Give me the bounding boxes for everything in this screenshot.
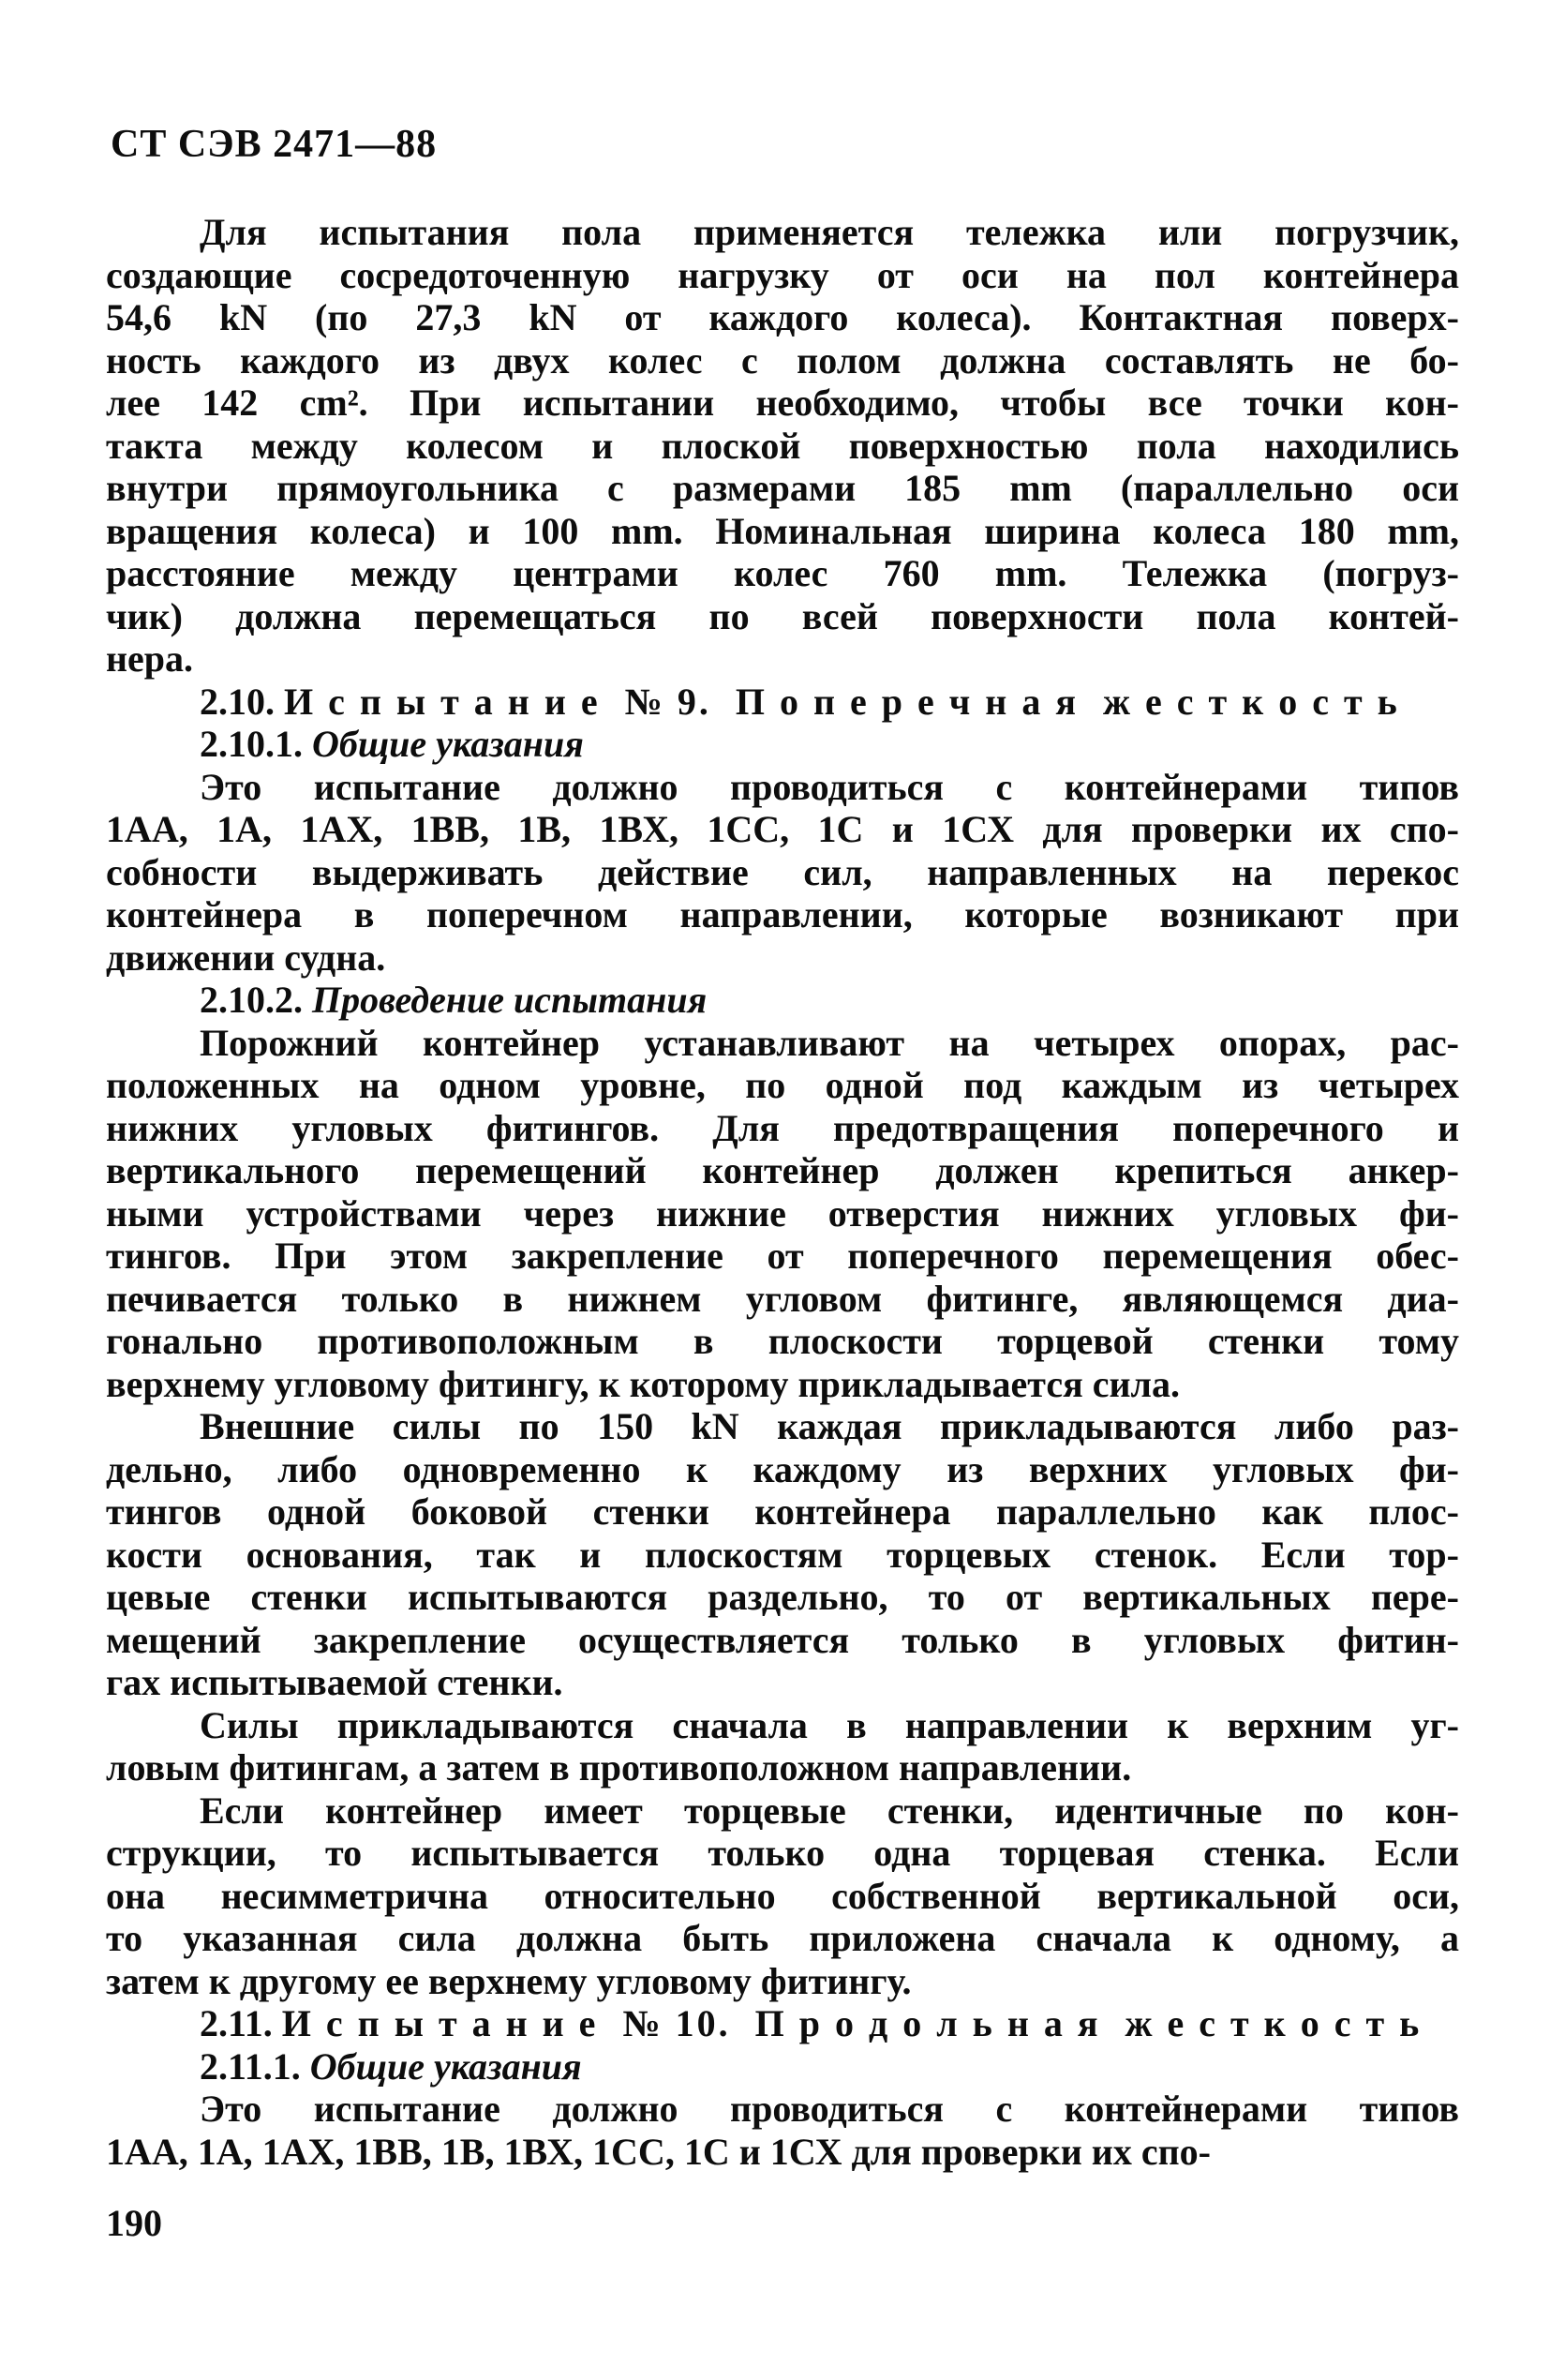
heading-number: 2.10.1. <box>200 723 303 765</box>
text-line: лее 142 cm². При испытании необходимо, чтобы все точки кон- <box>106 382 1459 424</box>
text-line: гах испытываемой стенки. <box>106 1661 563 1703</box>
text-line: собности выдерживать действие сил, направленных на перекос <box>106 850 1459 893</box>
standard-number-header: СТ СЭВ 2471—88 <box>111 123 438 166</box>
heading-title: И с п ы т а н и е № 9. П о п е р е ч н а я ж е с т к о с т ь <box>284 680 1400 723</box>
document-content <box>106 211 1459 2173</box>
text-line: 54,6 kN (по 27,3 kN от каждого колеса). Контактная поверх- <box>106 296 1459 338</box>
subsection-heading <box>106 2045 1459 2088</box>
text-line: ловым фитингам, а затем в противоположном направлении. <box>106 1746 1132 1789</box>
paragraph <box>106 1022 1459 1406</box>
text-line: ными устройствами через нижние отверстия нижних угловых фи- <box>106 1191 1459 1235</box>
heading-number: 2.10.2. <box>200 979 303 1021</box>
paragraph <box>106 211 1459 681</box>
text-line: она несимметрична относительно собственной вертикальной оси, <box>106 1874 1459 1917</box>
paragraph <box>106 1704 1459 1789</box>
text-line: 1АА, 1А, 1АХ, 1ВВ, 1В, 1ВХ, 1СС, 1С и 1СХ для проверки их спо- <box>106 808 1459 850</box>
heading-number: 2.11. <box>200 2002 273 2044</box>
heading-title: Общие указания <box>312 723 584 765</box>
heading-number: 2.10. <box>200 680 275 723</box>
text-line: 1АА, 1А, 1АХ, 1ВВ, 1В, 1ВХ, 1СС, 1С и 1СХ для проверки их спо- <box>106 2130 1211 2173</box>
text-line: внутри прямоугольника с размерами 185 mm (параллельно оси <box>106 467 1459 509</box>
text-line: мещений закрепление осуществляется только в угловых фитин- <box>106 1618 1459 1661</box>
text-line: Внешние силы по 150 kN каждая прикладываются либо раз- <box>200 1405 1459 1447</box>
text-line: контейнера в поперечном направлении, которые возникают при <box>106 893 1459 936</box>
heading-title: И с п ы т а н и е № 10. П р о д о л ь н а я ж е с т к о с т ь <box>281 2002 1423 2044</box>
text-line: печивается только в нижнем угловом фитинге, являющемся диа- <box>106 1277 1459 1320</box>
text-line: Для испытания пола применяется тележка или погрузчик, <box>200 211 1459 253</box>
text-line: создающие сосредоточенную нагрузку от оси на пол контейнера <box>106 253 1459 296</box>
heading-number: 2.11.1. <box>200 2044 301 2088</box>
text-line: Это испытание должно проводиться с контейнерами типов <box>200 765 1459 808</box>
text-line: Если контейнер имеет торцевые стенки, идентичные по кон- <box>200 1789 1459 1832</box>
section-heading <box>106 2002 1459 2045</box>
text-line: ность каждого из двух колес с полом должна составлять не бо- <box>106 338 1459 382</box>
text-line: дельно, либо одновременно к каждому из верхних угловых фи- <box>106 1447 1459 1490</box>
text-line: расстояние между центрами колес 760 mm. Тележка (погруз- <box>106 552 1459 594</box>
paragraph <box>106 1405 1459 1704</box>
text-line: струкции, то испытывается только одна торцевая стенка. Если <box>106 1832 1459 1874</box>
heading-title: Проведение испытания <box>312 979 708 1021</box>
subsection-heading <box>106 979 1459 1022</box>
text-line: положенных на одном уровне, по одной под каждым из четырех <box>106 1064 1459 1106</box>
text-line: Силы прикладываются сначала в направлении к верхним уг- <box>200 1703 1459 1746</box>
text-line: нера. <box>106 637 194 680</box>
text-line: Это испытание должно проводиться с контейнерами типов <box>200 2088 1459 2130</box>
paragraph <box>106 766 1459 980</box>
text-line: гонально противоположным в плоскости торцевой стенки тому <box>106 1320 1459 1362</box>
text-line: тингов. При этом закрепление от поперечного перемещения обес- <box>106 1235 1459 1277</box>
subsection-heading <box>106 723 1459 766</box>
text-line: цевые стенки испытываются раздельно, то от вертикальных пере- <box>106 1576 1459 1618</box>
paragraph <box>106 2088 1459 2173</box>
text-line: затем к другому ее верхнему угловому фитингу. <box>106 1959 912 2002</box>
page-number: 190 <box>106 2202 162 2244</box>
text-line: вертикального перемещений контейнер должен крепиться анкер- <box>106 1149 1459 1191</box>
section-heading <box>106 681 1459 724</box>
heading-title: Общие указания <box>309 2044 582 2088</box>
text-line: движении судна. <box>106 936 386 979</box>
text-line: кости основания, так и плоскостям торцевых стенок. Если тор- <box>106 1533 1459 1576</box>
text-line: то указанная сила должна быть приложена сначала к одному, а <box>106 1917 1459 1959</box>
text-line: такта между колесом и плоской поверхностью пола находились <box>106 424 1459 467</box>
text-line: тингов одной боковой стенки контейнера параллельно как плос- <box>106 1490 1459 1533</box>
text-line: Порожний контейнер устанавливают на четырех опорах, рас- <box>200 1021 1459 1064</box>
text-line: вращения колеса) и 100 mm. Номинальная ширина колеса 180 mm, <box>106 509 1459 552</box>
paragraph <box>106 1789 1459 2003</box>
text-line: чик) должна перемещаться по всей поверхности пола контей- <box>106 594 1459 637</box>
text-line: верхнему угловому фитингу, к которому прикладывается сила. <box>106 1362 1180 1405</box>
text-line: нижних угловых фитингов. Для предотвращения поперечного и <box>106 1106 1459 1149</box>
